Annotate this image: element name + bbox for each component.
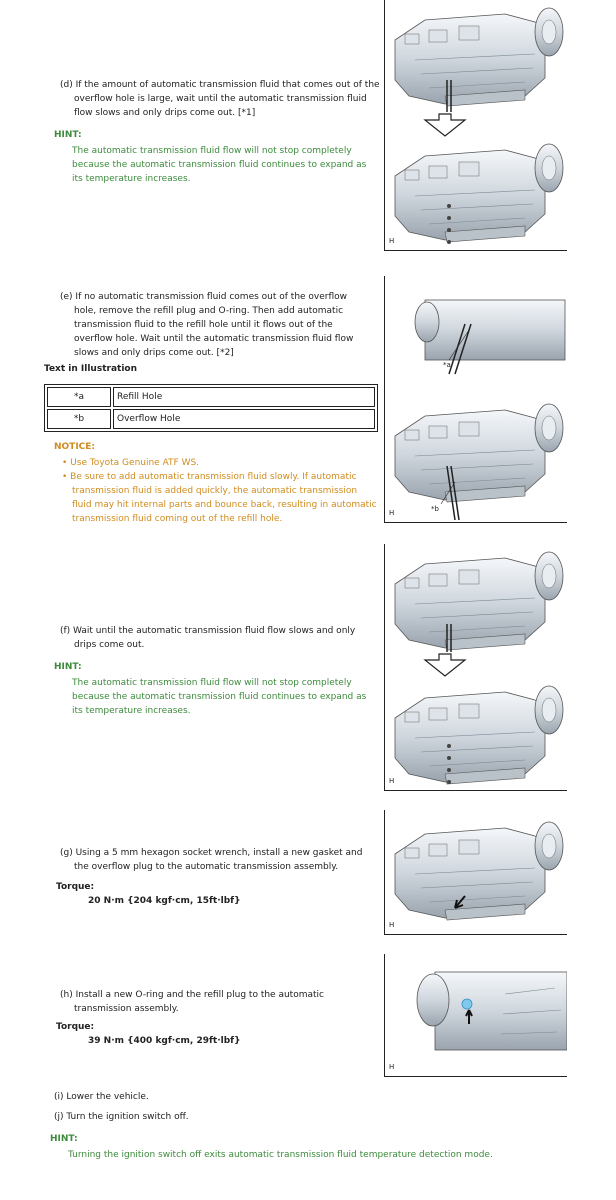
step-f-text: (f) Wait until the automatic transmission fluid flow slows and only drips come out.	[60, 626, 356, 650]
notice-item: • Use Toyota Genuine ATF WS.	[62, 458, 200, 468]
step-h-torque-value: 39 N·m {400 kgf·cm, 29ft·lbf}	[88, 1036, 241, 1046]
step-g-text: (g) Using a 5 mm hexagon socket wrench, install a new gasket and the overflow plug to the automatic transmission assembly.	[60, 848, 363, 872]
step-e-notice-label: NOTICE:	[54, 442, 96, 452]
step-d-figure: H	[384, 0, 567, 251]
step-h-text: (h) Install a new O-ring and the refill plug to the automatic transmission assembly.	[60, 990, 324, 1014]
step-j-text: (j) Turn the ignition switch off.	[54, 1112, 189, 1122]
step-g-figure: H	[384, 810, 567, 935]
callout-a: *a	[443, 361, 451, 369]
step-d-hint-text: The automatic transmission fluid flow will not stop completely because the automatic transmission fluid continues to expand as its temperature increases.	[72, 146, 367, 184]
step-e-figure: *a *b H	[384, 276, 567, 523]
text-in-illustration-title: Text in Illustration	[44, 364, 137, 374]
step-d-hint-label: HINT:	[54, 130, 82, 140]
step-e-text: (e) If no automatic transmission fluid comes out of the overflow hole, remove the refill plug and O-ring. Then add automatic transmission fluid to the refill hole until it flows out of the overflow hole. Wait until the automatic transmission fluid flow slows and only drips come out. [*2]	[60, 292, 354, 358]
step-g-torque-label: Torque:	[56, 882, 95, 892]
callout-b: *b	[431, 505, 439, 513]
refill-plug-illustration	[385, 954, 567, 1076]
step-f-hint-text: The automatic transmission fluid flow will not stop completely because the automatic transmission fluid continues to expand as its temperature increases.	[72, 678, 367, 716]
table-row: *b Overflow Hole	[47, 409, 375, 429]
arrow-down-icon	[425, 654, 465, 676]
drip-icon	[447, 744, 451, 748]
step-h-figure: H	[384, 954, 567, 1077]
arrow-down-icon	[425, 114, 465, 136]
step-i-text: (i) Lower the vehicle.	[54, 1092, 149, 1102]
step-h-torque-label: Torque:	[56, 1022, 95, 1032]
step-e-notice-text	[62, 456, 377, 526]
overflow-plug-illustration	[385, 810, 567, 934]
step-f-hint-label: HINT:	[54, 662, 82, 672]
step-f-figure: H	[384, 544, 567, 791]
step-d-text: (d) If the amount of automatic transmission fluid that comes out of the overflow hole is large, wait until the automatic transmission fluid flow slows and only drips come out. [*1]	[60, 80, 380, 118]
step-g-torque-value: 20 N·m {204 kgf·cm, 15ft·lbf}	[88, 896, 241, 906]
step-j-hint-label: HINT:	[50, 1134, 78, 1144]
illustration-legend-table	[44, 384, 378, 432]
transmission-overflow-illustration	[385, 0, 567, 250]
transmission-refill-illustration	[385, 276, 567, 522]
step-j-hint-text: Turning the ignition switch off exits automatic transmission fluid temperature detection mode.	[68, 1150, 493, 1160]
transmission-drip-illustration	[385, 544, 567, 790]
notice-item: • Be sure to add automatic transmission fluid slowly. If automatic transmission fluid is added quickly, the automatic transmission fluid may hit internal parts and bounce back, resulting in automatic transmission fluid coming out of the refill hole.	[62, 472, 377, 524]
table-row: *a Refill Hole	[47, 387, 375, 407]
drip-icon	[447, 204, 451, 208]
